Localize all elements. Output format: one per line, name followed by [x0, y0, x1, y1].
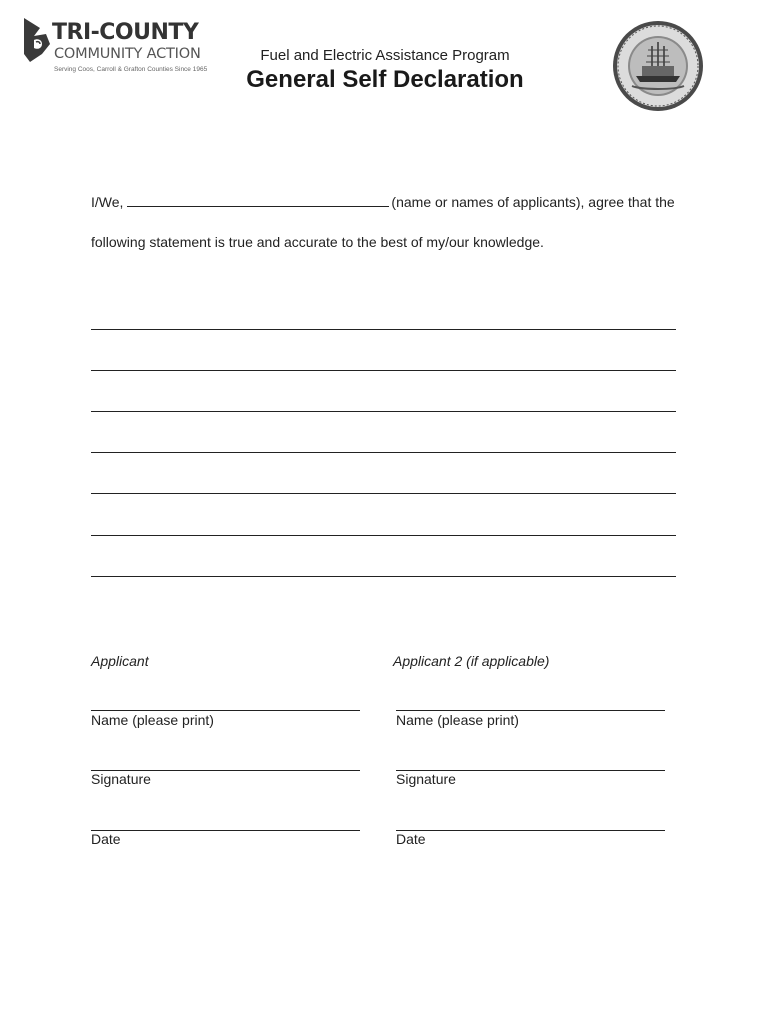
statement-blank-line[interactable]	[91, 493, 676, 494]
statement-prefix: I/We,	[91, 194, 124, 210]
logo-tagline: Serving Coos, Carroll & Grafton Counties Since 1965	[54, 66, 208, 73]
statement-blank-line[interactable]	[91, 535, 676, 536]
applicant2-name-label: Name (please print)	[396, 712, 519, 728]
statement-line-2: following statement is true and accurate to the best of my/our knowledge.	[91, 234, 544, 250]
applicant2-date-field[interactable]	[396, 830, 665, 831]
applicant-name-label: Name (please print)	[91, 712, 214, 728]
statement-blank-line[interactable]	[91, 576, 676, 577]
statement-blank-line[interactable]	[91, 452, 676, 453]
applicant2-signature-label: Signature	[396, 771, 456, 787]
applicant-name-field[interactable]	[91, 710, 360, 711]
statement-blank-line[interactable]	[91, 370, 676, 371]
applicant-signature-label: Signature	[91, 771, 151, 787]
statement-suffix: (name or names of applicants), agree that the	[391, 194, 675, 210]
applicant2-heading: Applicant 2 (if applicable)	[393, 653, 550, 669]
statement-blank-line[interactable]	[91, 329, 676, 330]
statement-line-1	[91, 194, 675, 210]
program-name: Fuel and Electric Assistance Program	[260, 47, 510, 64]
applicant-date-field[interactable]	[91, 830, 360, 831]
logo-title: TRI-COUNTY	[52, 20, 199, 45]
applicant2-name-field[interactable]	[396, 710, 665, 711]
applicant2-date-label: Date	[396, 831, 426, 847]
applicant-names-field[interactable]	[127, 194, 389, 207]
page-title: General Self Declaration	[246, 66, 524, 93]
state-seal-icon	[612, 20, 704, 112]
logo-subtitle: COMMUNITY ACTION	[54, 46, 201, 62]
statement-blank-line[interactable]	[91, 411, 676, 412]
applicant-date-label: Date	[91, 831, 121, 847]
applicant-heading: Applicant	[91, 653, 149, 669]
